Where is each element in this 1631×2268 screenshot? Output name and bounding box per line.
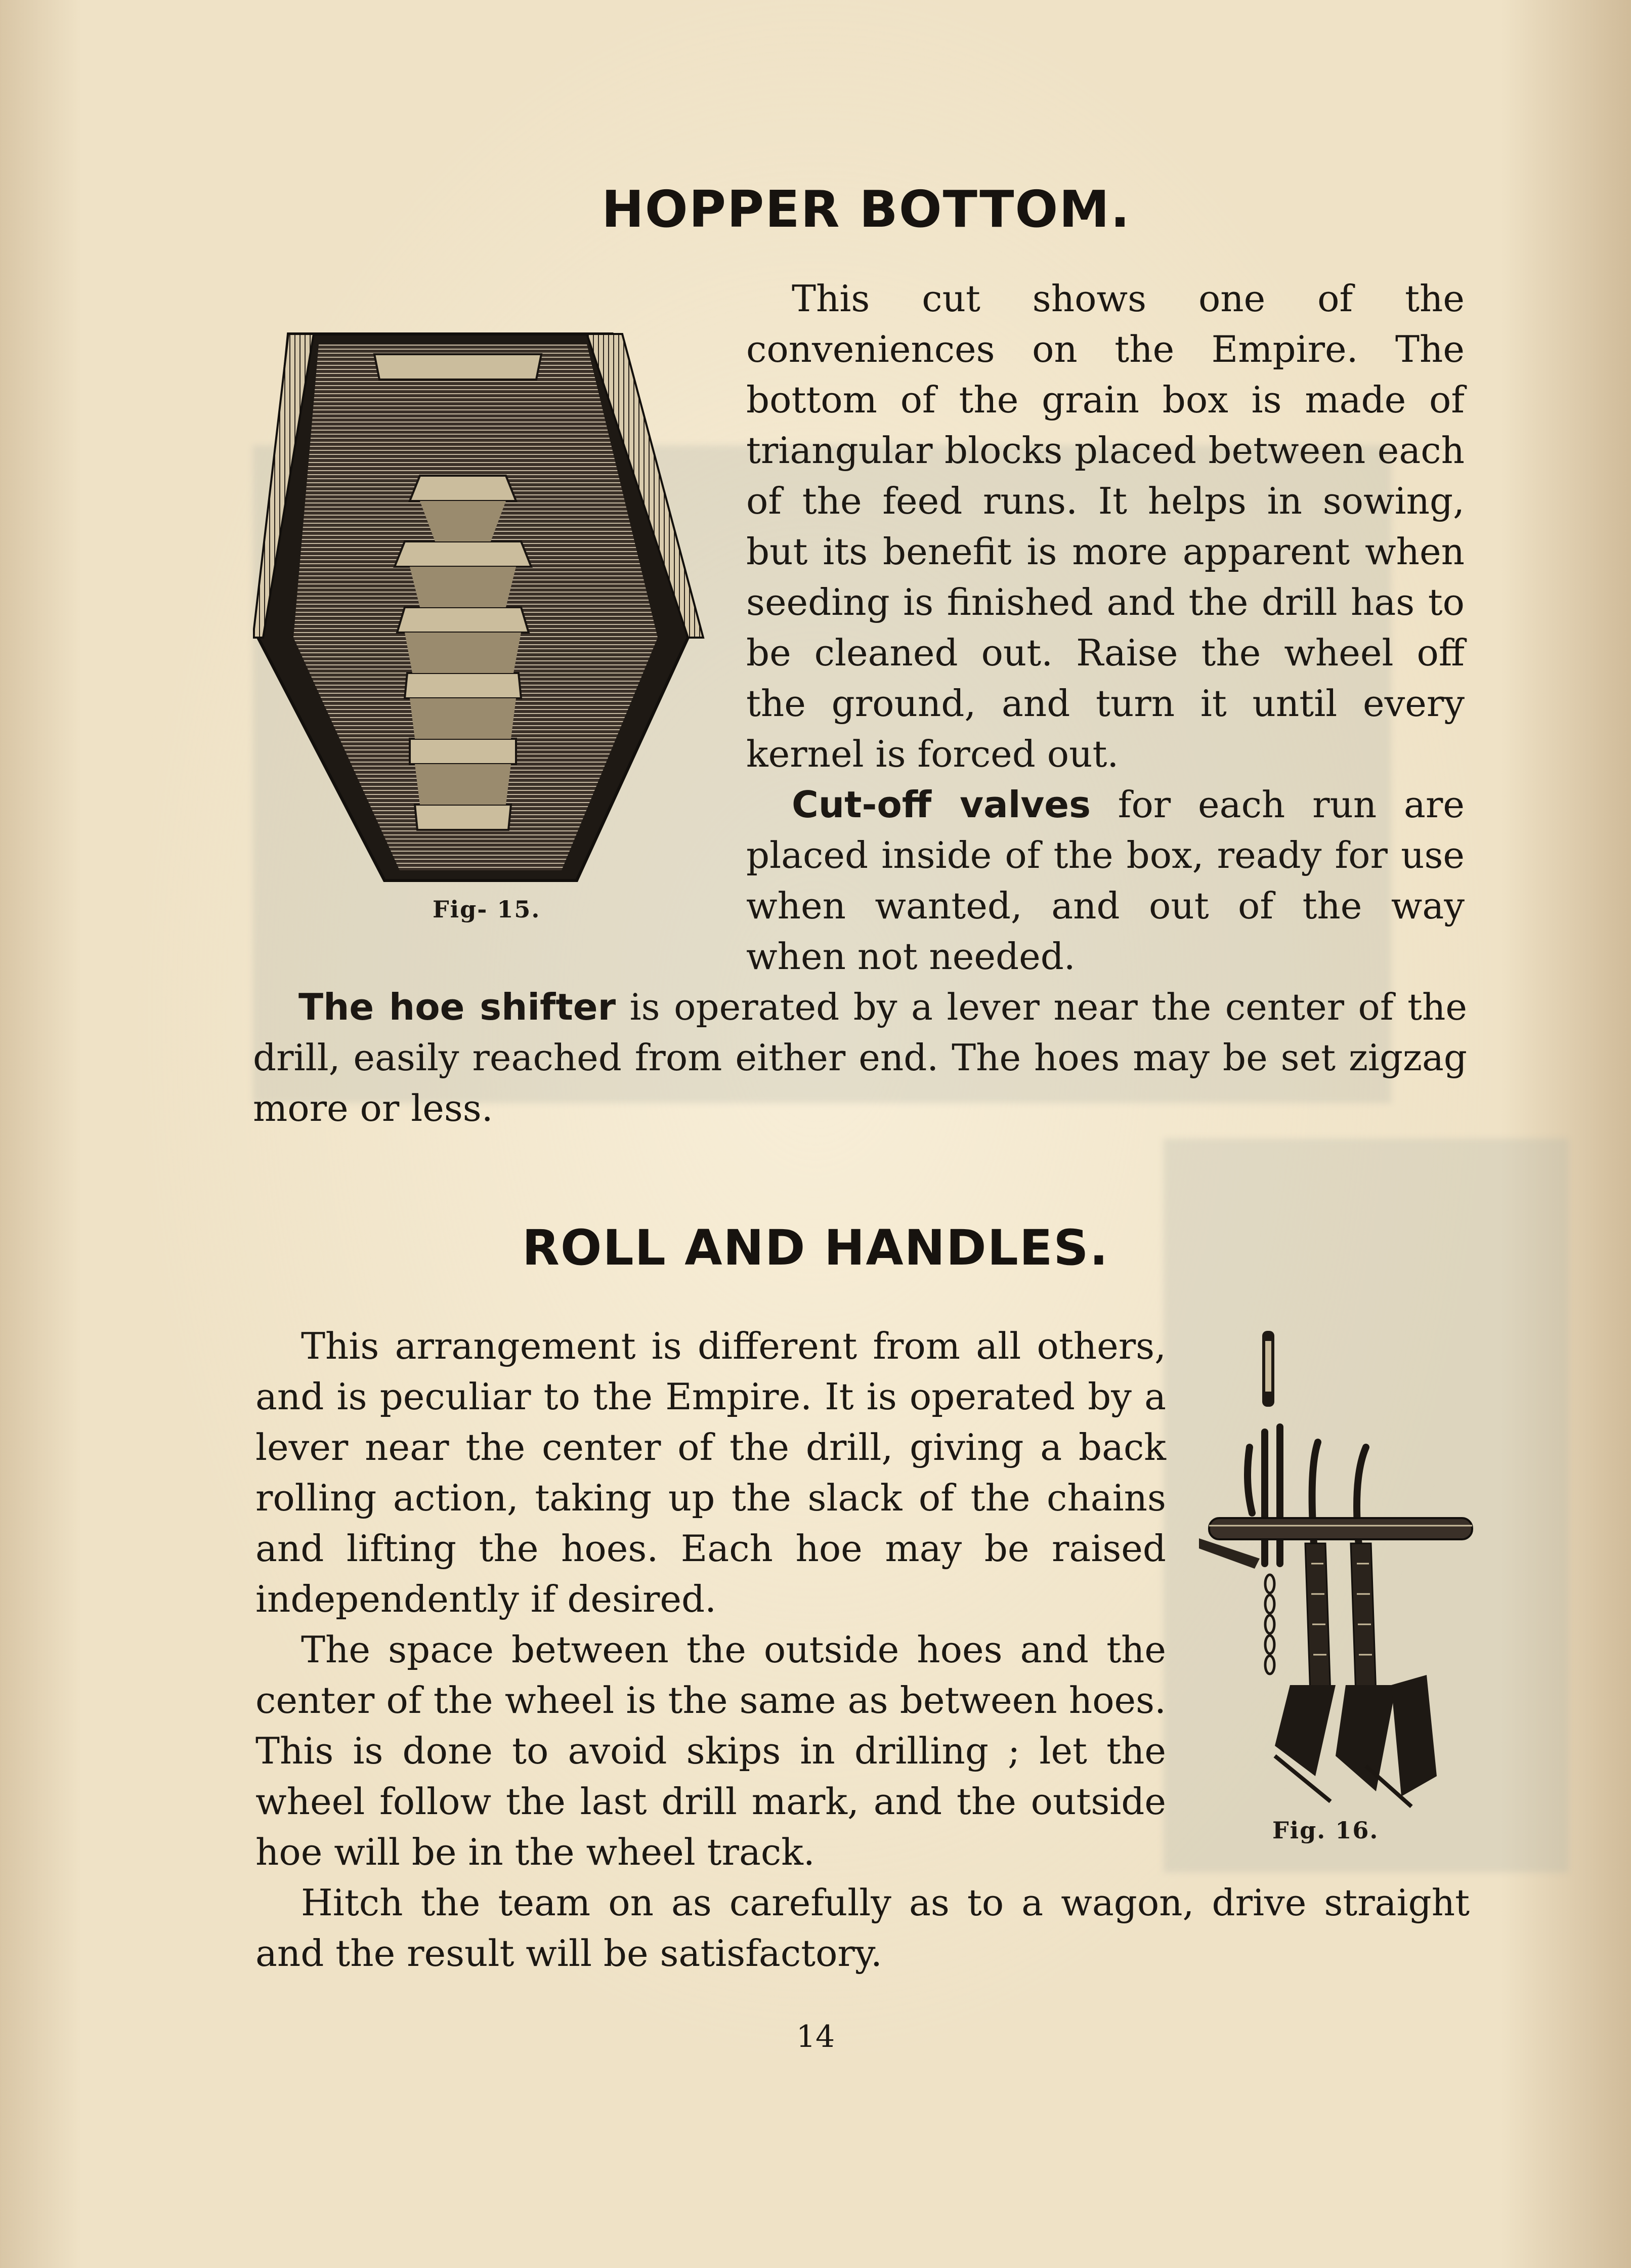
hoe-spacing-paragraph: The space between the outside hoes and the center of the wheel is the same as between hoes. This is done to avoid skips in drilling ; let the wheel follow the last drill mark, and the outside hoe will be in the wheel track. [255,1628,1166,1873]
roll-and-handles-illustration [1199,1321,1482,1817]
cut-off-valves-paragraph [746,779,1465,982]
hoe-shifter-paragraph [253,982,1467,1133]
cut-off-valves-text: for each run are placed inside of the box, ready for use when wanted, and out of the way when not needed. [746,783,1465,978]
section-title-hopper-bottom: HOPPER BOTTOM. [602,180,1131,239]
hoe-shifter-lead: The hoe shifter [298,986,616,1028]
page-number: 14 [796,2019,835,2054]
hopper-bottom-illustration [253,324,708,886]
hopper-bottom-paragraph: This cut shows one of the conveniences on the Empire. The bottom of the grain box is made of triangular blocks placed between each of the feed runs. It helps in sowing, but its benefit is more apparent when seeding is finished and the drill has to be cleaned out. Raise the wheel off the ground, and turn it until every kernel is forced out. [746,277,1465,775]
hitch-team-paragraph: Hitch the team on as carefully as to a wagon, drive straight and the result will be satisfactory. [255,1881,1470,1975]
cut-off-valves-lead: Cut-off valves [792,783,1091,826]
figure-16-caption: Fig. 16. [1272,1817,1379,1844]
hoe-shifter-text: is operated by a lever near the center of the drill, easily reached from either end. The hoes may be set zigzag more or less. [253,986,1468,1129]
figure-15-caption: Fig- 15. [433,896,541,923]
roll-handles-paragraph: This arrangement is different from all others, and is peculiar to the Empire. It is operated by a lever near the center of the drill, giving a back rolling action, taking up the slack of the chains and lifting the hoes. Each hoe may be raised independently if desired. [255,1325,1166,1620]
section-title-roll-and-handles: ROLL AND HANDLES. [522,1220,1109,1276]
